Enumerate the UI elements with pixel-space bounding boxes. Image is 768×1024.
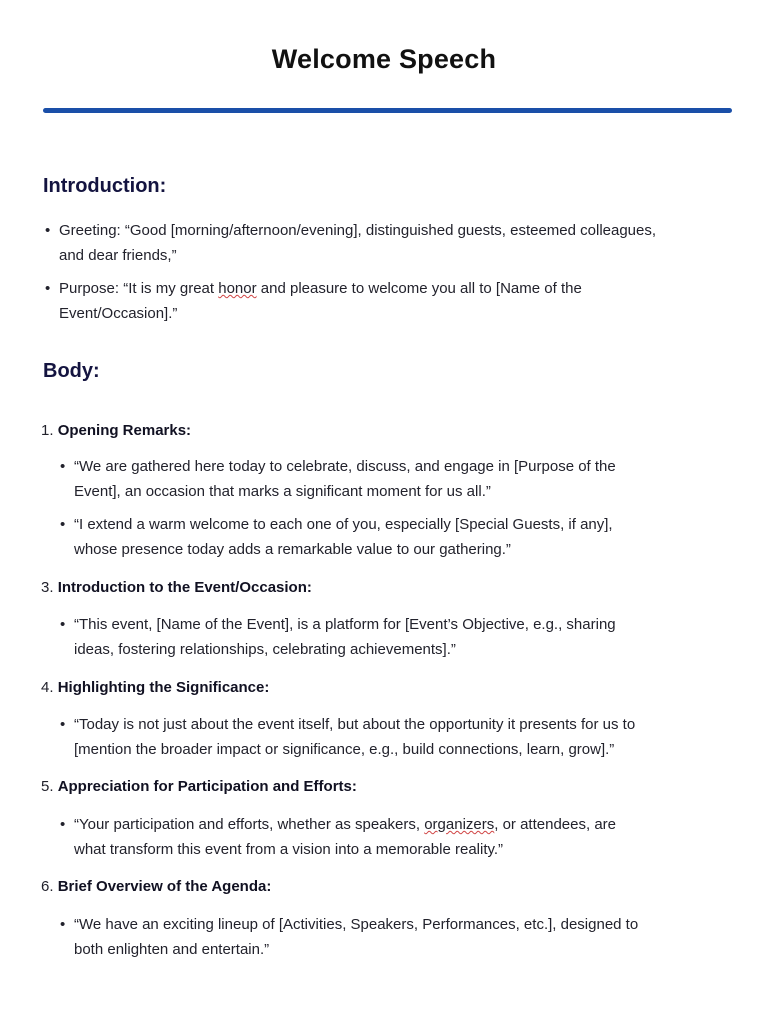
bullet-dot: • — [45, 222, 51, 239]
purpose-text-end: and pleasure to welcome you all to [Name of the — [256, 280, 582, 297]
agenda-bullet-1 — [60, 912, 700, 962]
opening-remarks-bullet-2 — [60, 512, 700, 562]
bullet-line: what transform this event from a vision into a memorable reality.” — [74, 841, 504, 858]
item-number: 1. — [41, 422, 54, 439]
intro-bullet-greeting-line1: Greeting: “Good [morning/afternoon/evening], distinguished guests, esteemed colleagues, — [59, 222, 657, 239]
document-title: Welcome Speech — [271, 44, 497, 74]
appreciation-text-start: “Your participation and efforts, whether as speakers, — [74, 816, 425, 833]
bullet-line: [mention the broader impact or significance, e.g., build connections, learn, grow].” — [74, 741, 615, 758]
body-item-opening-remarks — [41, 420, 191, 442]
bullet-line: “We have an exciting lineup of [Activities, Speakers, Performances, etc.], designed to — [74, 916, 639, 933]
introduction-heading: Introduction: — [43, 175, 167, 197]
bullet-dot: • — [60, 916, 66, 933]
body-item-significance — [41, 677, 269, 699]
bullet-line: whose presence today adds a remarkable value to our gathering.” — [74, 541, 511, 558]
appreciation-bullet-1 — [60, 812, 700, 862]
bullet-dot: • — [60, 616, 66, 633]
body-item-introduction-event — [41, 577, 312, 599]
bullet-line: “This event, [Name of the Event], is a platform for [Event’s Objective, e.g., sharing — [74, 616, 616, 633]
bullet-line — [74, 812, 700, 837]
bullet-dot: • — [60, 458, 66, 475]
bullet-dot: • — [60, 716, 66, 733]
bullet-line: ideas, fostering relationships, celebrating achievements].” — [74, 641, 456, 658]
item-number: 5. — [41, 778, 54, 795]
bullet-dot: • — [60, 516, 66, 533]
opening-remarks-bullet-1 — [60, 454, 700, 504]
purpose-text-start: Purpose: “It is my great — [59, 280, 219, 297]
intro-bullet-purpose-line2: Event/Occasion].” — [59, 305, 178, 322]
body-item-agenda — [41, 876, 271, 898]
appreciation-text-end: , or attendees, are — [494, 816, 616, 833]
bullet-line: “Today is not just about the event itself, but about the opportunity it presents for us to — [74, 716, 636, 733]
intro-bullet-greeting — [45, 218, 720, 268]
intro-bullet-greeting-line2: and dear friends,” — [59, 247, 177, 264]
bullet-line: Event], an occasion that marks a significant moment for us all.” — [74, 483, 491, 500]
item-label: Appreciation for Participation and Efforts: — [57, 778, 357, 795]
significance-bullet-1 — [60, 712, 700, 762]
title-divider — [43, 108, 732, 113]
introduction-event-bullet-1 — [60, 612, 700, 662]
item-label: Introduction to the Event/Occasion: — [57, 579, 312, 596]
bullet-dot: • — [60, 816, 66, 833]
item-number: 6. — [41, 878, 54, 895]
bullet-line: “We are gathered here today to celebrate, discuss, and engage in [Purpose of the — [74, 458, 616, 475]
item-number: 3. — [41, 579, 54, 596]
spellcheck-flagged-word[interactable]: organizers — [424, 816, 495, 833]
item-label: Opening Remarks: — [57, 422, 192, 439]
item-label: Brief Overview of the Agenda: — [57, 878, 272, 895]
body-heading: Body: — [43, 360, 100, 382]
item-label: Highlighting the Significance: — [57, 679, 270, 696]
bullet-line: “I extend a warm welcome to each one of you, especially [Special Guests, if any], — [74, 516, 613, 533]
spellcheck-flagged-word[interactable]: honor — [218, 280, 257, 297]
intro-bullet-purpose — [45, 276, 720, 326]
bullet-line: both enlighten and entertain.” — [74, 941, 270, 958]
body-item-appreciation — [41, 776, 357, 798]
intro-bullet-purpose-line1 — [59, 276, 720, 301]
bullet-dot: • — [45, 280, 51, 297]
item-number: 4. — [41, 679, 54, 696]
